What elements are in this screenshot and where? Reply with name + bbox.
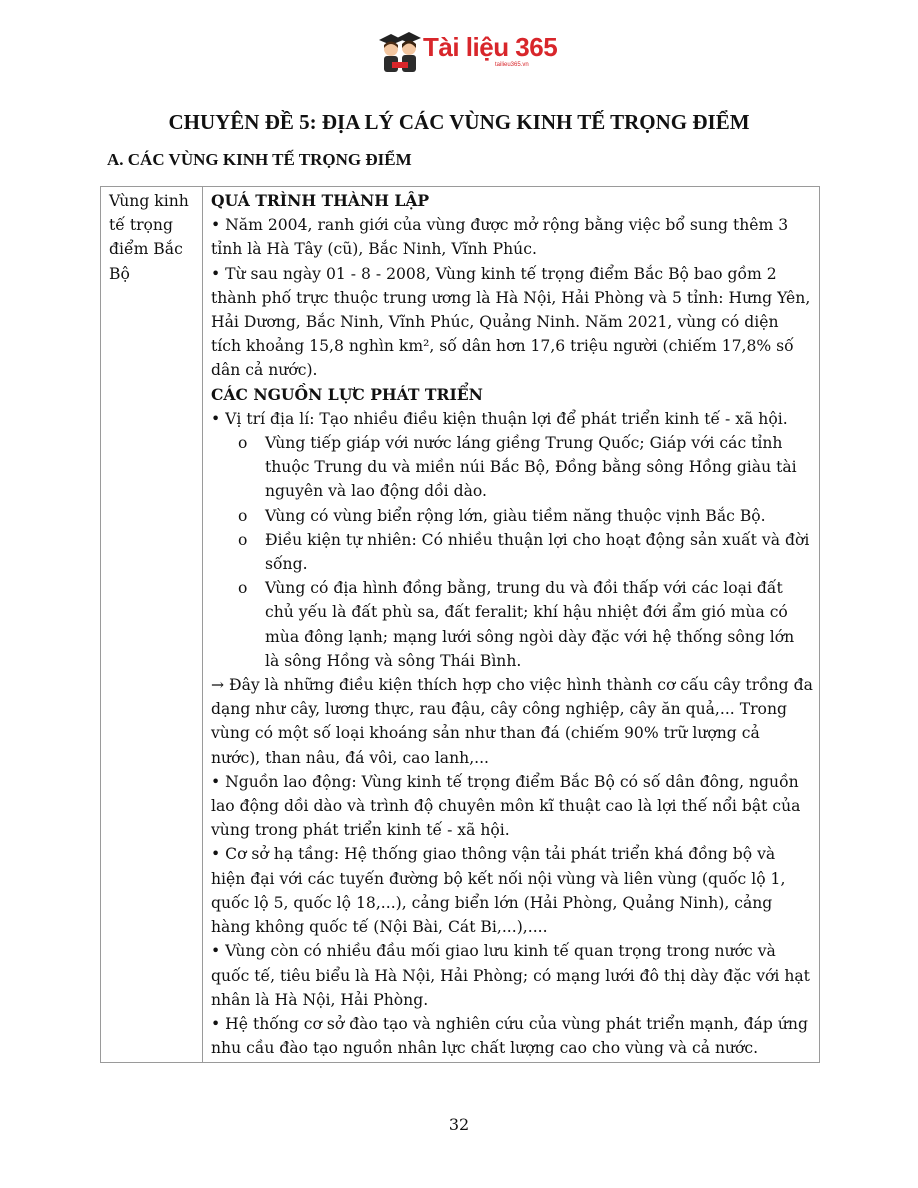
document-title: CHUYÊN ĐỀ 5: ĐỊA LÝ CÁC VÙNG KINH TẾ TRỌNG ĐIỂM [168,110,750,134]
graduates-mascot-icon [377,28,423,74]
location-sub-list [211,431,813,673]
logo-text: Tài liệu 365 [423,32,558,62]
region-table [100,186,820,1063]
site-logo [377,28,558,74]
page-number: 32 [448,1115,470,1134]
list-item-text: Vùng có địa hình đồng bằng, trung du và đồi thấp với các loại đất chủ yếu là đất phù sa, đất feralit; khí hậu nhiệt đới ẩm gió mùa có mùa đông lạnh; mạng lưới sông ngòi dày đặc với hệ thống sông lớn là sông Hồng và sông Thái Bình. [265,579,795,670]
resource-item-labor: • Nguồn lao động: Vùng kinh tế trọng điểm Bắc Bộ có số dân đông, nguồn lao động dồi dào và trình độ chuyên môn kĩ thuật cao là lợi thế nổi bật của vùng trong phát triển kinh tế - xã hội. [211,772,801,840]
circle-bullet-icon: o [238,579,248,598]
resources-heading: CÁC NGUỒN LỰC PHÁT TRIỂN [211,384,483,404]
resource-item-infrastructure: • Cơ sở hạ tầng: Hệ thống giao thông vận tải phát triển khá đồng bộ và hiện đại với các tuyến đường bộ kết nối nội vùng và liên vùng (quốc lộ 1, quốc lộ 5, quốc lộ 18,...), cảng biển lớn (Hải Phòng, Quảng Ninh), cảng hàng không quốc tế (Nội Bài, Cát Bi,...),.... [211,845,786,937]
resource-item-location: • Vị trí địa lí: Tạo nhiều điều kiện thuận lợi để phát triển kinh tế - xã hội. [211,409,788,428]
list-item [238,576,813,673]
establishment-heading: QUÁ TRÌNH THÀNH LẬP [211,191,430,210]
list-item-text: Vùng có vùng biển rộng lớn, giàu tiềm năng thuộc vịnh Bắc Bộ. [265,506,766,525]
section-heading: A. CÁC VÙNG KINH TẾ TRỌNG ĐIỂM [107,150,412,169]
establishment-item: • Năm 2004, ranh giới của vùng được mở rộng bằng việc bổ sung thêm 3 tỉnh là Hà Tây (cũ), Bắc Ninh, Vĩnh Phúc. [211,216,789,259]
list-item [238,431,813,504]
region-name-cell: Vùng kinh tế trọng điểm Bắc Bộ [101,187,203,1063]
circle-bullet-icon: o [238,530,248,549]
resource-conclusion: → Đây là những điều kiện thích hợp cho việc hình thành cơ cấu cây trồng đa dạng như cây, lương thực, rau đậu, cây công nghiệp, cây ăn quả,... Trong vùng có một số loại khoáng sản như than đá (chiếm 90% trữ lượng cả nước), than nâu, đá vôi, cao lanh,... [211,676,813,767]
list-item-text: Vùng tiếp giáp với nước láng giềng Trung Quốc; Giáp với các tỉnh thuộc Trung du và miền núi Bắc Bộ, Đồng bằng sông Hồng giàu tài nguyên và lao động dồi dào. [265,434,797,501]
table-row [101,187,820,1063]
logo-subtext: tailieu365.vn [495,62,529,68]
resource-item-hubs: • Vùng còn có nhiều đầu mối giao lưu kinh tế quan trọng trong nước và quốc tế, tiêu biểu là Hà Nội, Hải Phòng; có mạng lưới đô thị dày đặc với hạt nhân là Hà Nội, Hải Phòng. [211,942,810,1009]
region-details-cell [203,187,820,1063]
list-item [238,504,813,528]
list-item-text: Điều kiện tự nhiên: Có nhiều thuận lợi cho hoạt động sản xuất và đời sống. [265,530,810,574]
list-item [238,528,813,576]
circle-bullet-icon: o [238,434,248,453]
circle-bullet-icon: o [238,506,248,525]
establishment-item: • Từ sau ngày 01 - 8 - 2008, Vùng kinh tế trọng điểm Bắc Bộ bao gồm 2 thành phố trực thuộc trung ương là Hà Nội, Hải Phòng và 5 tỉnh: Hưng Yên, Hải Dương, Bắc Ninh, Vĩnh Phúc, Quảng Ninh. Năm 2021, vùng có diện tích khoảng 15,8 nghìn km², số dân hơn 17,6 triệu người (chiếm 17,8% số dân cả nước). [211,264,811,380]
resource-item-training: • Hệ thống cơ sở đào tạo và nghiên cứu của vùng phát triển mạnh, đáp ứng nhu cầu đào tạo nguồn nhân lực chất lượng cao cho vùng và cả nước. [211,1014,808,1058]
